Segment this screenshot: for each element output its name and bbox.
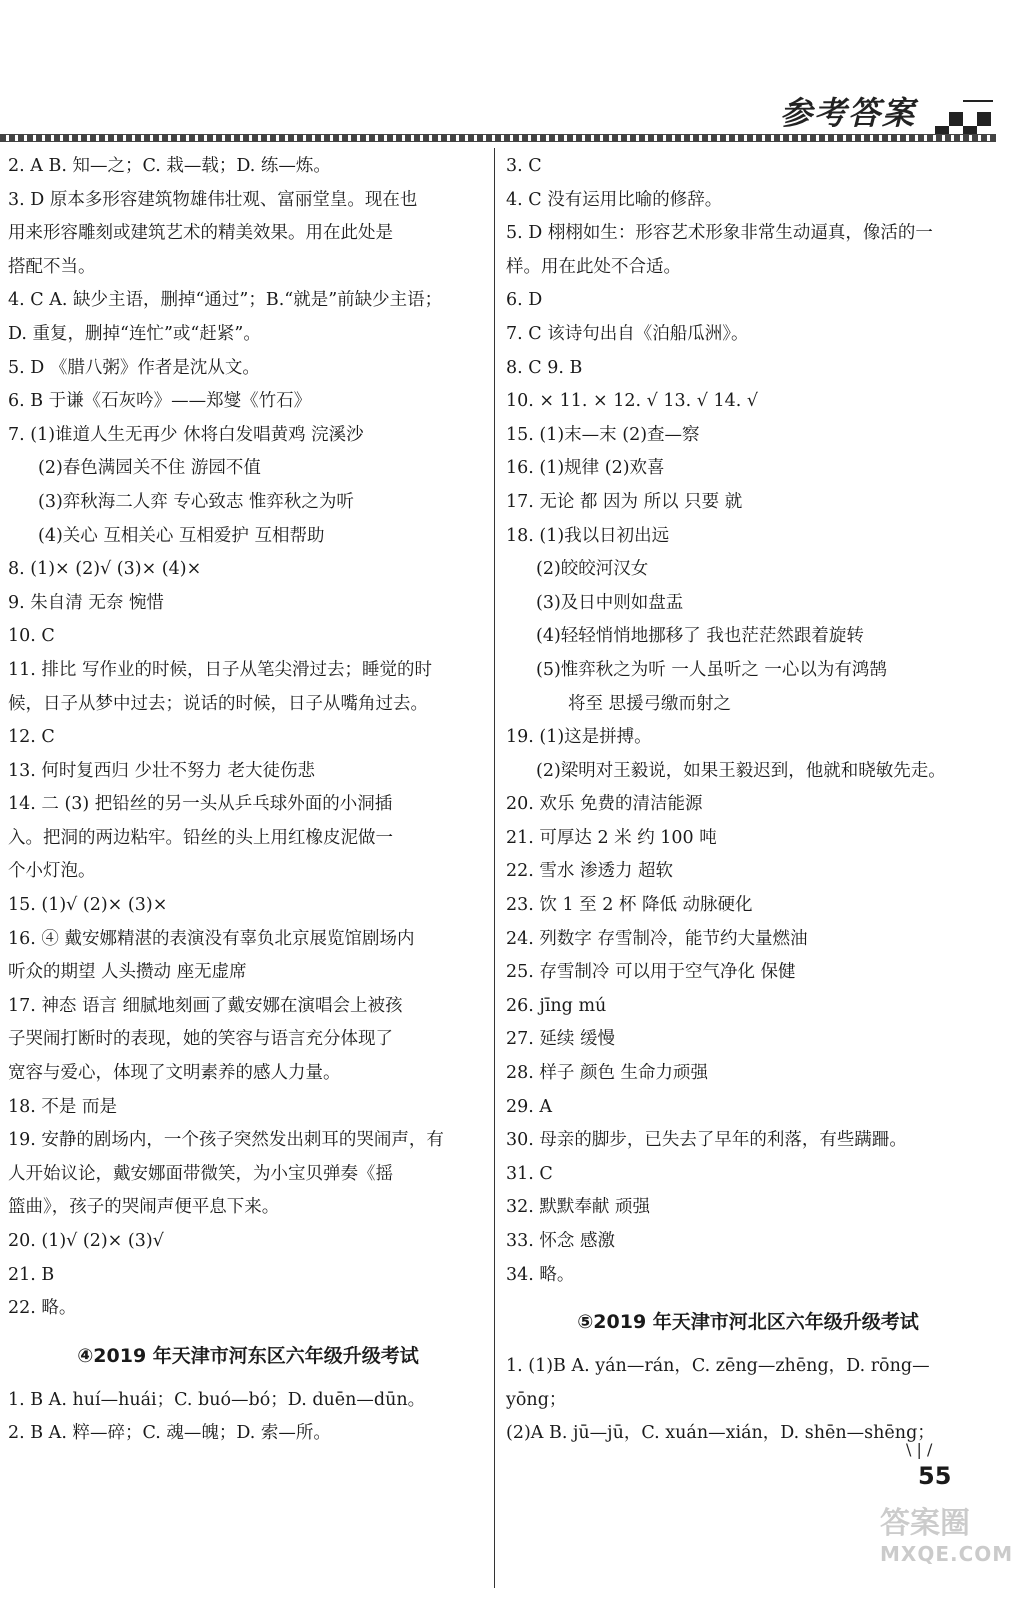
answer-line: 18. (1)我以日初出远	[506, 525, 670, 546]
watermark-bottom-text: MXQE.COM	[880, 1542, 1013, 1566]
answer-line: (5)惟弈秋之为听 一人虽听之 一心以为有鸿鹄	[536, 659, 887, 680]
answer-line: (3)弈秋海二人弈 专心致志 惟弈秋之为听	[38, 491, 354, 512]
answer-line: 11. 排比 写作业的时候，日子从笔尖滑过去；睡觉的时	[8, 659, 432, 680]
answer-line: 7. C 该诗句出自《泊船瓜洲》。	[506, 323, 749, 344]
answer-line: 16. ④ 戴安娜精湛的表演没有辜负北京展览馆剧场内	[8, 928, 415, 949]
answer-line: 7. (1)谁道人生无再少 休将白发唱黄鸡 浣溪沙	[8, 424, 364, 445]
answer-line: 34. 略。	[506, 1264, 575, 1285]
answer-line: 2. B A. 粹—碎；C. 魂—魄；D. 索—所。	[8, 1423, 331, 1444]
answer-line: 15. (1)末—末 (2)查—察	[506, 424, 700, 445]
right-column	[506, 150, 990, 1451]
answer-line: (2)A B. jū—jū，C. xuán—xián，D. shēn—shēng；	[506, 1423, 935, 1444]
answer-line: 27. 延续 缓慢	[506, 1029, 615, 1050]
answer-line: 20. (1)√ (2)× (3)√	[8, 1231, 164, 1251]
left-column	[8, 150, 488, 1451]
answer-line: 8. C 9. B	[506, 357, 583, 378]
answer-line: 6. D	[506, 290, 543, 311]
answer-line: 4. C A. 缺少主语，删掉“通过”；B.“就是”前缺少主语；	[8, 290, 443, 311]
header-rule	[0, 134, 996, 142]
answer-line: 4. C 没有运用比喻的修辞。	[506, 189, 723, 210]
answer-line: 子哭闹打断时的表现，她的笑容与语言充分体现了	[8, 1029, 393, 1050]
watermark-top-text: 答案圈	[880, 1506, 970, 1541]
answer-line: 30. 母亲的脚步，已失去了早年的利落，有些蹒跚。	[506, 1130, 907, 1151]
answer-line: 个小灯泡。	[8, 861, 96, 882]
page-number: 55	[918, 1462, 952, 1490]
answer-line: 28. 样子 颜色 生命力顽强	[506, 1063, 709, 1084]
answer-line: 1. B A. huí—huái；C. buó—bó；D. duēn—dūn。	[8, 1389, 426, 1410]
answer-line: 人开始议论，戴安娜面带微笑，为小宝贝弹奏《摇	[8, 1163, 393, 1184]
answer-line: 12. C	[8, 727, 55, 748]
answer-line: 32. 默默奉献 顽强	[506, 1197, 650, 1218]
answer-line: (4)轻轻悄悄地挪移了 我也茫茫然跟着旋转	[536, 626, 864, 647]
answer-line: (2)春色满园关不住 游园不值	[38, 458, 261, 479]
answer-line: 33. 怀念 感激	[506, 1231, 615, 1251]
watermark-logo	[880, 1498, 1013, 1598]
answer-line: 18. 不是 而是	[8, 1096, 117, 1117]
section-heading-hedong: ④2019 年天津市河东区六年级升级考试	[77, 1344, 419, 1367]
answer-line: 15. (1)√ (2)× (3)×	[8, 895, 168, 916]
answer-line: 候，日子从梦中过去；说话的时候，日子从嘴角过去。	[8, 693, 428, 714]
answer-line: 17. 无论 都 因为 所以 只要 就	[506, 491, 743, 512]
answer-line: 将至 思援弓缴而射之	[568, 693, 732, 714]
answer-line: (4)关心 互相关心 互相爱护 互相帮助	[38, 525, 325, 546]
answer-line: 5. D 《腊八粥》作者是沈从文。	[8, 357, 260, 378]
answer-line: 19. 安静的剧场内，一个孩子突然发出刺耳的哭闹声，有	[8, 1130, 444, 1151]
answer-line: 17. 神态 语言 细腻地刻画了戴安娜在演唱会上被孩	[8, 995, 403, 1016]
answer-line: 24. 列数字 存雪制冷，能节约大量燃油	[506, 928, 808, 949]
answer-line: 20. 欢乐 免费的清洁能源	[506, 794, 703, 815]
answer-line: 用来形容雕刻或建筑艺术的精美效果。用在此处是	[8, 223, 393, 244]
answer-line: 听众的期望 人头攒动 座无虚席	[8, 962, 247, 983]
answer-line: 篮曲》，孩子的哭闹声便平息下来。	[8, 1197, 280, 1218]
answer-line: (2)皎皎河汉女	[536, 559, 649, 580]
answer-line: 样。用在此处不合适。	[506, 256, 681, 277]
answer-line: 入。把洞的两边粘牢。铅丝的头上用红橡皮泥做一	[8, 827, 393, 848]
answer-line: 1. (1)B A. yán—rán，C. zēng—zhēng，D. rōng—	[506, 1356, 930, 1377]
section-heading-hebei: ⑤2019 年天津市河北区六年级升级考试	[577, 1311, 919, 1334]
answer-line: 14. 二 (3) 把铅丝的另一头从乒乓球外面的小洞插	[8, 794, 393, 815]
sun-rays-icon: \ | /	[906, 1440, 933, 1459]
column-divider	[494, 148, 495, 1588]
answer-line: 3. D 原本多形容建筑物雄伟壮观、富丽堂皇。现在也	[8, 189, 418, 210]
answer-line: D. 重复，删掉“连忙”或“赶紧”。	[8, 323, 261, 344]
answer-line: 8. (1)× (2)√ (3)× (4)×	[8, 559, 202, 580]
answer-line: (3)及日中则如盘盂	[536, 592, 684, 613]
answer-line: 19. (1)这是拼搏。	[506, 727, 652, 748]
header-title: 参考答案	[780, 94, 917, 132]
answer-line: 宽容与爱心，体现了文明素养的感人力量。	[8, 1063, 341, 1084]
answer-line: (2)梁明对王毅说，如果王毅迟到，他就和晓敏先走。	[536, 760, 946, 781]
answer-line: 23. 饮 1 至 2 杯 降低 动脉硬化	[506, 895, 753, 916]
answer-line: 31. C	[506, 1163, 553, 1184]
answer-line: 13. 何时复西归 少壮不努力 老大徒伤悲	[8, 760, 316, 781]
answer-line: 22. 略。	[8, 1298, 77, 1319]
answer-line: 3. C	[506, 156, 542, 176]
answer-line: 25. 存雪制冷 可以用于空气净化 保健	[506, 962, 796, 983]
answer-line: 搭配不当。	[8, 256, 96, 277]
answer-line: 22. 雪水 渗透力 超软	[506, 861, 674, 882]
answer-line: 16. (1)规律 (2)欢喜	[506, 458, 665, 479]
answer-line: 10. × 11. × 12. √ 13. √ 14. √	[506, 391, 758, 412]
answer-line: 29. A	[506, 1096, 553, 1117]
answer-line: 21. B	[8, 1264, 55, 1285]
answer-line: 10. C	[8, 626, 55, 647]
answer-line: 5. D 栩栩如生：形容艺术形象非常生动逼真，像活的一	[506, 223, 933, 244]
answer-line: 6. B 于谦《石灰吟》——郑燮《竹石》	[8, 391, 312, 412]
answer-line: yōng；	[506, 1389, 567, 1410]
answer-line: 9. 朱自清 无奈 惋惜	[8, 592, 164, 613]
answer-line: 2. A B. 知—之；C. 栽—载；D. 练—炼。	[8, 156, 331, 176]
answer-line: 26. jīng mú	[506, 995, 607, 1016]
answer-line: 21. 可厚达 2 米 约 100 吨	[506, 827, 717, 848]
